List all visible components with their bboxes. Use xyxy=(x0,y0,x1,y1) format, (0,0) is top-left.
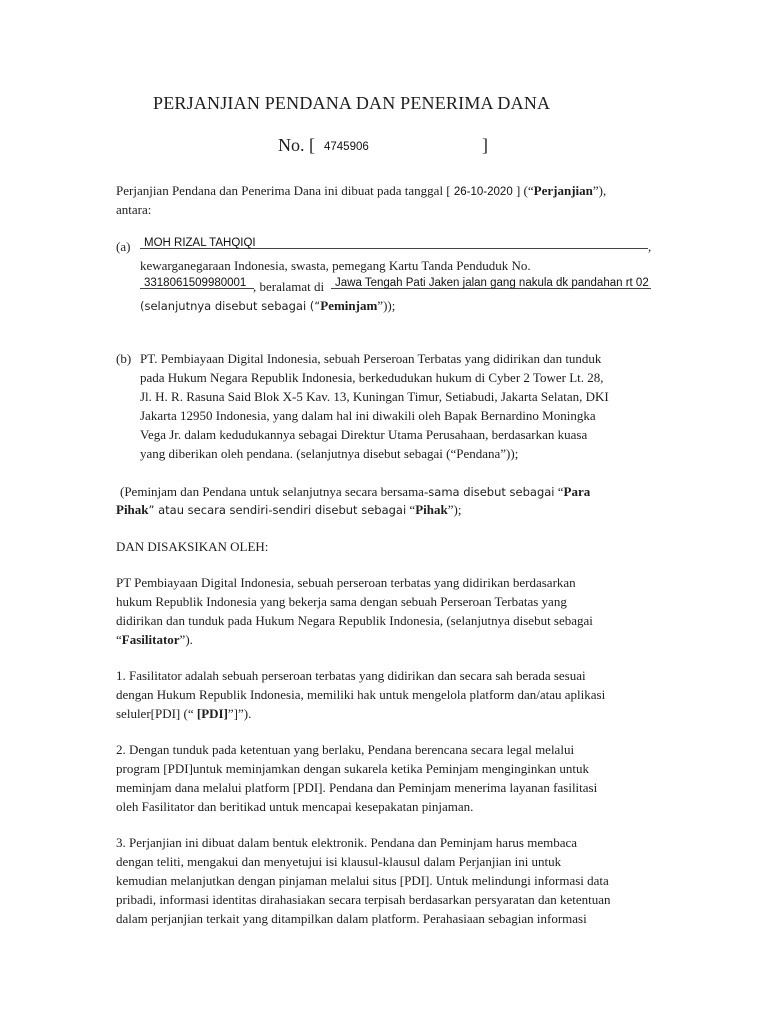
agreement-date-value: 26-10-2020 xyxy=(453,186,513,198)
party-a-beralamat: , beralamat di xyxy=(253,279,325,294)
para-pihak-quote-2: “ xyxy=(406,502,416,517)
party-b-line-1: PT. Pembiayaan Digital Indonesia, sebuah Perseroan Terbatas yang didirikan dan tunduk xyxy=(140,351,602,366)
party-a-name-value: MOH RIZAL TAHQIQI xyxy=(144,237,256,249)
pihak-term: Pihak xyxy=(116,502,149,517)
witness-heading: DAN DISAKSIKAN OLEH: xyxy=(116,539,269,554)
document-title: PERJANJIAN PENDANA DAN PENERIMA DANA xyxy=(153,93,551,113)
peminjam-term: Peminjam xyxy=(320,298,378,313)
point-1-line-2: dengan Hukum Republik Indonesia, memiliki hak untuk mengelola platform dan/atau aplikasi xyxy=(116,687,606,702)
point-3-line-5: dalam perjanjian terkait yang ditampilkan dalam platform. Perahasiaan sebagian informasi xyxy=(116,911,587,926)
document-number-suffix: ] xyxy=(482,135,488,155)
party-b-line-6: yang diberikan oleh pendana. (selanjutnya disebut sebagai (“Pendana”)); xyxy=(140,446,519,461)
fasilitator-line-4 xyxy=(116,630,193,649)
para-pihak-line-2 xyxy=(116,500,461,520)
intro-quote-close: ”), xyxy=(592,183,607,198)
intro-line-2: antara: xyxy=(116,202,152,217)
fasilitator-line-1: PT Pembiayaan Digital Indonesia, sebuah perseroan terbatas yang didirikan berdasarkan xyxy=(116,575,576,590)
para-pihak-quote: “ xyxy=(554,484,564,499)
point-3-line-2: dengan teliti, mengakui dan menyetujui isi klausul-klausul dalam Perjanjian ini untuk xyxy=(116,854,562,869)
party-a-line-2: kewarganegaraan Indonesia, swasta, pemegang Kartu Tanda Penduduk No. xyxy=(140,258,531,273)
party-a-ktp-value: 3318061509980001 xyxy=(144,277,247,289)
point-1-text: seluler[PDI] (“ xyxy=(116,706,197,721)
party-a-line-4 xyxy=(140,296,395,316)
point-1-end: ”]”). xyxy=(227,706,252,721)
perjanjian-term: Perjanjian xyxy=(533,183,593,198)
intro-text: Perjanjian Pendana dan Penerima Dana ini dibuat pada tanggal [ xyxy=(116,183,451,198)
party-b-line-5: Vega Jr. dalam kedudukannya sebagai Direktur Utama Perusahaan, berdasarkan kuasa xyxy=(140,427,588,442)
para-pihak-mid-text: ” atau secara sendiri-sendiri disebut sebagai xyxy=(148,503,407,517)
fasilitator-quote-open: “ xyxy=(116,632,122,647)
pdi-term: [PDI] xyxy=(196,706,228,721)
fasilitator-quote-close: ”). xyxy=(179,632,193,647)
para-term: Para xyxy=(563,484,591,499)
pihak-term-2: Pihak xyxy=(415,502,448,517)
party-b-marker: (b) xyxy=(116,351,132,366)
para-pihak-sans-text: sama disebut sebagai xyxy=(428,485,555,499)
party-b-line-3: Jl. H. R. Rasuna Said Blok X-5 Kav. 13, Kuningan Timur, Setiabudi, Jakarta Selatan, DKI xyxy=(140,389,609,404)
point-2-line-2: program [PDI]untuk meminjamkan dengan sukarela ketika Peminjam menginginkan untuk xyxy=(116,761,589,776)
point-2-line-3: meminjam dana melalui platform [PDI]. Pendana dan Peminjam menerima layanan fasilitasi xyxy=(116,780,598,795)
document-number-value: 4745906 xyxy=(324,141,369,153)
document-number-prefix: No. [ xyxy=(278,135,315,155)
party-a-line-4-text: (selanjutnya disebut sebagai (“ xyxy=(140,299,321,313)
point-3-line-3: kemudian melanjutkan dengan pinjaman melalui situs [PDI]. Untuk melindungi informasi data xyxy=(116,873,609,888)
point-3-line-1: 3. Perjanjian ini dibuat dalam bentuk elektronik. Pendana dan Peminjam harus membaca xyxy=(116,835,578,850)
para-pihak-end: ”); xyxy=(447,502,462,517)
fasilitator-line-2: hukum Republik Indonesia yang bekerja sama dengan sebuah Perseroan Terbatas yang xyxy=(116,594,567,609)
point-2-line-4: oleh Fasilitator dan beritikad untuk mencapai kesepakatan pinjaman. xyxy=(116,799,474,814)
para-pihak-line-1 xyxy=(120,482,590,502)
party-b-line-4: Jakarta 12950 Indonesia, yang dalam hal ini diwakili oleh Bapak Bernardino Moningka xyxy=(140,408,596,423)
party-a-name-end: , xyxy=(648,239,652,254)
fasilitator-line-3: didirikan dan tunduk pada Hukum Negara Republik Indonesia, (selanjutnya disebut sebagai xyxy=(116,613,593,628)
intro-line-1 xyxy=(116,181,606,202)
party-b-line-2: pada Hukum Negara Republik Indonesia, berkedudukan hukum di Cyber 2 Tower Lt. 28, xyxy=(140,370,604,385)
point-1-line-1: 1. Fasilitator adalah sebuah perseroan terbatas yang didirikan dan secara sah berada sesuai xyxy=(116,668,586,683)
intro-quote-open: ] (“ xyxy=(515,183,534,198)
para-pihak-text: (Peminjam dan Pendana untuk selanjutnya secara bersama- xyxy=(120,484,429,499)
point-1-line-3 xyxy=(116,704,251,723)
fasilitator-term: Fasilitator xyxy=(121,632,180,647)
point-3-line-4: pribadi, informasi identitas dirahasiakan secara terpisah berdasarkan persyaratan dan ketentuan xyxy=(116,892,611,907)
party-a-line-4-close: ”)); xyxy=(377,298,396,313)
party-a-address-value: Jawa Tengah Pati Jaken jalan gang nakula dk pandahan rt 02 xyxy=(335,277,649,289)
point-2-line-1: 2. Dengan tunduk pada ketentuan yang berlaku, Pendana berencana secara legal melalui xyxy=(116,742,575,757)
party-a-marker: (a) xyxy=(116,239,131,254)
